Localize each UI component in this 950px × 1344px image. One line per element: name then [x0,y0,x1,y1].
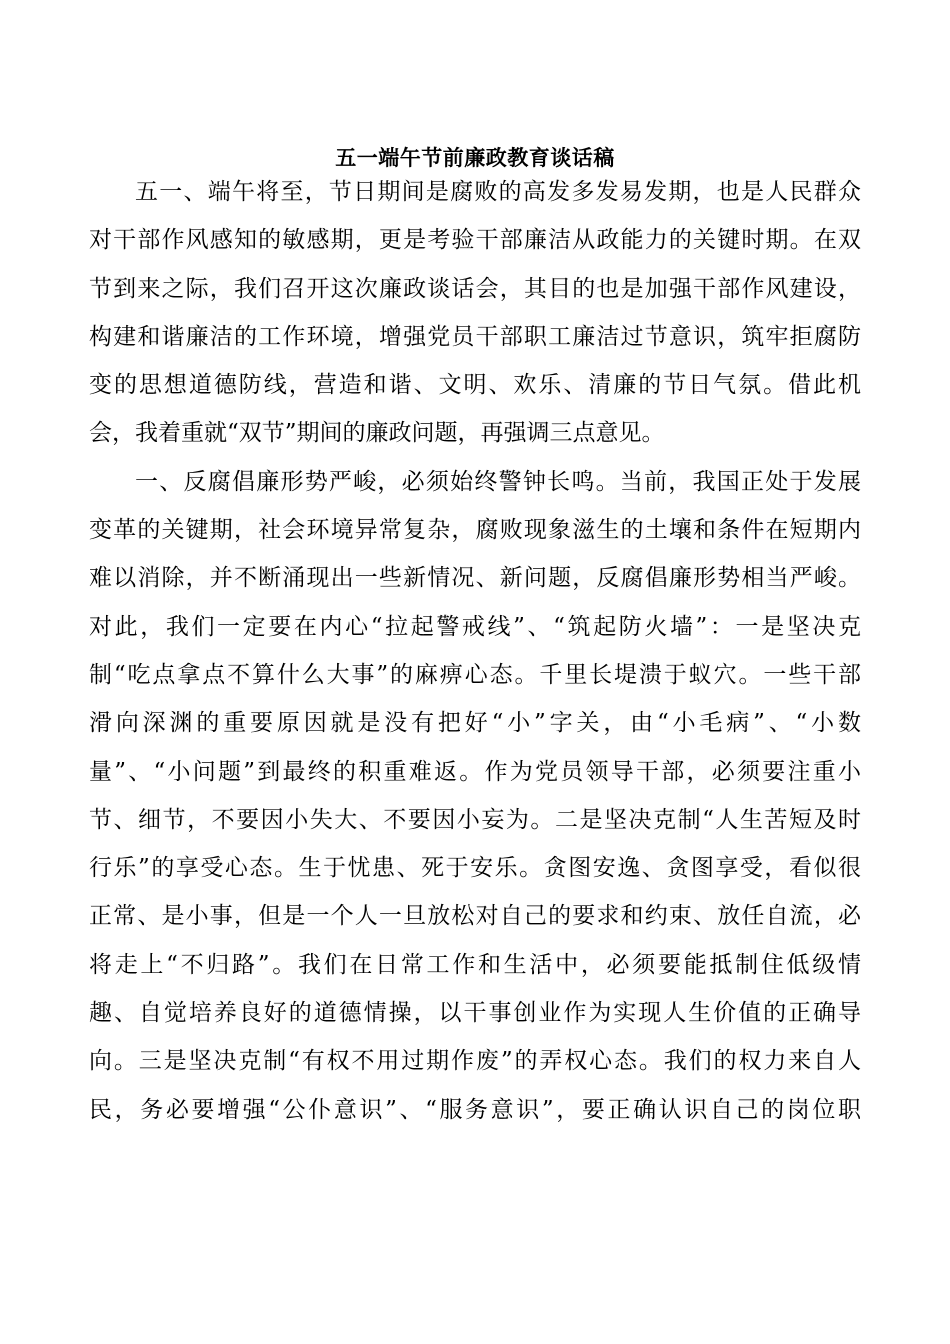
paragraph-line: 对干部作风感知的敏感期，更是考验干部廉洁从政能力的关键时期。在双 [89,227,861,254]
paragraph-line: 对此，我们一定要在内心“拉起警戒线”、“筑起防火墙”：一是坚决克 [89,613,861,640]
paragraph-2 [89,458,861,1134]
paragraph-line: 难以消除，并不断涌现出一些新情况、新问题，反腐倡廉形势相当严峻。 [89,565,861,592]
paragraph-1 [89,168,861,458]
paragraph-line: 节到来之际，我们召开这次廉政谈话会，其目的也是加强干部作风建设， [89,275,861,302]
paragraph-line: 量”、“小问题”到最终的积重难返。作为党员领导干部，必须要注重小 [89,758,861,785]
paragraph-line: 构建和谐廉洁的工作环境，增强党员干部职工廉洁过节意识，筑牢拒腐防 [89,323,861,350]
document-body [89,168,861,1134]
paragraph-line: 趣、自觉培养良好的道德情操，以干事创业作为实现人生价值的正确导 [89,1000,861,1027]
paragraph-line: 行乐”的享受心态。生于忧患、死于安乐。贪图安逸、贪图享受，看似很 [89,855,861,882]
paragraph-line: 制“吃点拿点不算什么大事”的麻痹心态。千里长堤溃于蚁穴。一些干部 [89,661,861,688]
paragraph-line: 节、细节，不要因小失大、不要因小妄为。二是坚决克制“人生苦短及时 [89,806,861,833]
paragraph-line: 向。三是坚决克制“有权不用过期作废”的弄权心态。我们的权力来自人 [89,1048,861,1075]
paragraph-line: 将走上“不归路”。我们在日常工作和生活中，必须要能抵制住低级情 [89,951,861,978]
paragraph-line: 民，务必要增强“公仆意识”、“服务意识”，要正确认识自己的岗位职 [89,1096,861,1123]
document-title: 五一端午节前廉政教育谈话稿 [335,145,615,170]
paragraph-line: 一、反腐倡廉形势严峻，必须始终警钟长鸣。当前，我国正处于发展 [135,468,861,495]
paragraph-line: 变的思想道德防线，营造和谐、文明、欢乐、清廉的节日气氛。借此机 [89,372,861,399]
paragraph-line: 滑向深渊的重要原因就是没有把好“小”字关，由“小毛病”、“小数 [89,710,861,737]
paragraph-line: 变革的关键期，社会环境异常复杂，腐败现象滋生的土壤和条件在短期内 [89,517,861,544]
paragraph-line: 正常、是小事，但是一个人一旦放松对自己的要求和约束、放任自流，必 [89,903,861,930]
paragraph-line: 会，我着重就“双节”期间的廉政问题，再强调三点意见。 [89,420,665,447]
paragraph-line: 五一、端午将至，节日期间是腐败的高发多发易发期，也是人民群众 [135,179,861,205]
